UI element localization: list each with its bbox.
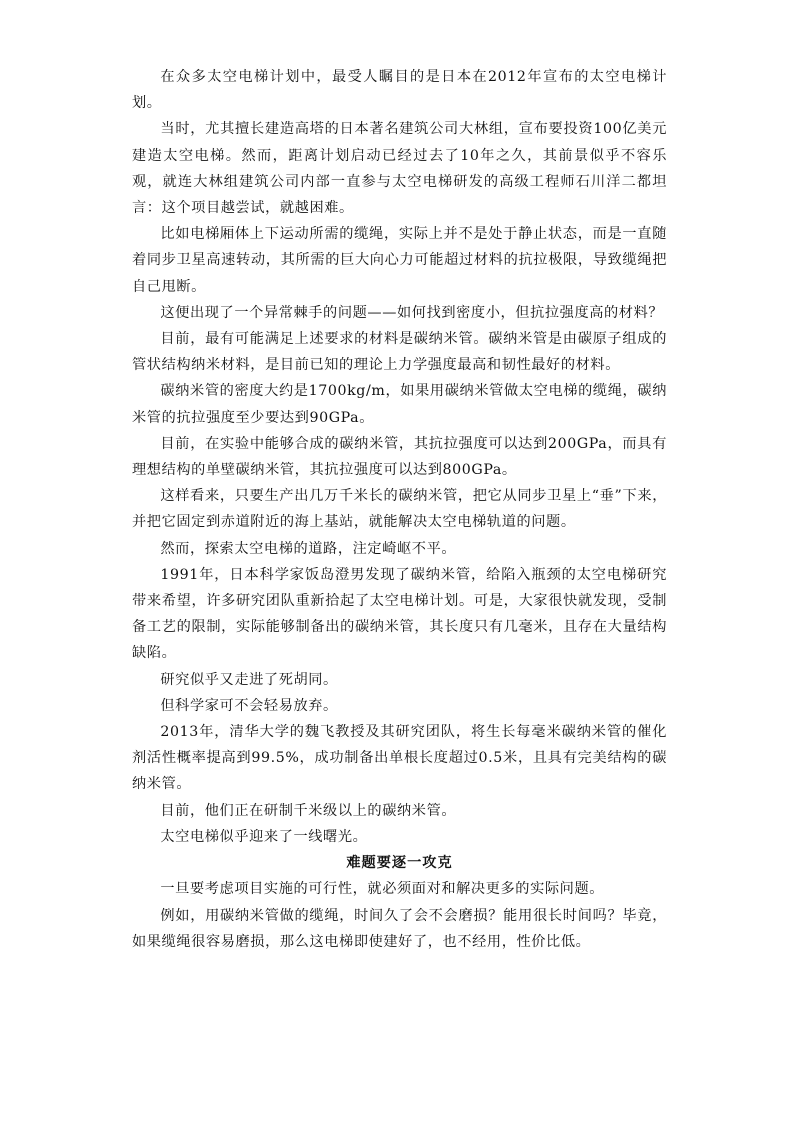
paragraph: 例如，用碳纳米管做的缆绳，时间久了会不会磨损？能用很长时间吗？毕竟，如果缆绳很容易磨损，那么这电梯即使建好了，也不经用，性价比低。	[132, 907, 667, 950]
paragraph: 比如电梯厢体上下运动所需的缆绳，实际上并不是处于静止状态，而是一直随着同步卫星高速转动，其所需的巨大向心力可能超过材料的抗拉极限，导致缆绳把自己甩断。	[132, 226, 667, 295]
document-body	[132, 64, 667, 955]
section-heading: 难题要逐一攻克	[346, 855, 453, 872]
paragraph: 一旦要考虑项目实施的可行性，就必须面对和解决更多的实际问题。	[160, 881, 605, 898]
paragraph: 1991年，日本科学家饭岛澄男发现了碳纳米管，给陷入瓶颈的太空电梯研究带来希望，许多研究团队重新拾起了太空电梯计划。可是，大家很快就发现，受制备工艺的限制，实际能够制备出的碳纳米管，其长度只有几毫米，且存在大量结构缺陷。	[132, 566, 667, 662]
paragraph: 太空电梯似乎迎来了一线曙光。	[160, 828, 368, 845]
paragraph: 碳纳米管的密度大约是1700kg/m，如果用碳纳米管做太空电梯的缆绳，碳纳米管的抗拉强度至少要达到90GPa。	[132, 383, 667, 426]
paragraph: 在众多太空电梯计划中，最受人瞩目的是日本在2012年宣布的太空电梯计划。	[132, 69, 667, 112]
paragraph: 目前，在实验中能够合成的碳纳米管，其抗拉强度可以达到200GPa，而具有理想结构的单壁碳纳米管，其抗拉强度可以达到800GPa。	[132, 435, 667, 479]
paragraph: 但科学家可不会轻易放弃。	[160, 697, 338, 714]
paragraph: 当时，尤其擅长建造高塔的日本著名建筑公司大林组，宣布要投资100亿美元建造太空电梯。然而，距离计划启动已经过去了10年之久，其前景似乎不容乐观，就连大林组建筑公司内部一直参与太空电梯研发的高级工程师石川洋二都坦言：这个项目越尝试，就越困难。	[132, 121, 667, 217]
paragraph: 研究似乎又走进了死胡同。	[160, 671, 338, 688]
paragraph: 这便出现了一个异常棘手的问题——如何找到密度小，但抗拉强度高的材料？	[160, 304, 664, 321]
paragraph: 然而，探索太空电梯的道路，注定崎岖不平。	[160, 540, 457, 557]
paragraph: 这样看来，只要生产出几万千米长的碳纳米管，把它从同步卫星上“垂”下来，并把它固定到赤道附近的海上基站，就能解决太空电梯轨道的问题。	[132, 488, 667, 531]
paragraph: 目前，最有可能满足上述要求的材料是碳纳米管。碳纳米管是由碳原子组成的管状结构纳米材料，是目前已知的理论上力学强度最高和韧性最好的材料。	[132, 331, 667, 374]
paragraph: 2013年，清华大学的魏飞教授及其研究团队，将生长每毫米碳纳米管的催化剂活性概率提高到99.5%，成功制备出单根长度超过0.5米，且具有完美结构的碳纳米管。	[132, 724, 667, 793]
paragraph: 目前，他们正在研制千米级以上的碳纳米管。	[160, 802, 457, 819]
